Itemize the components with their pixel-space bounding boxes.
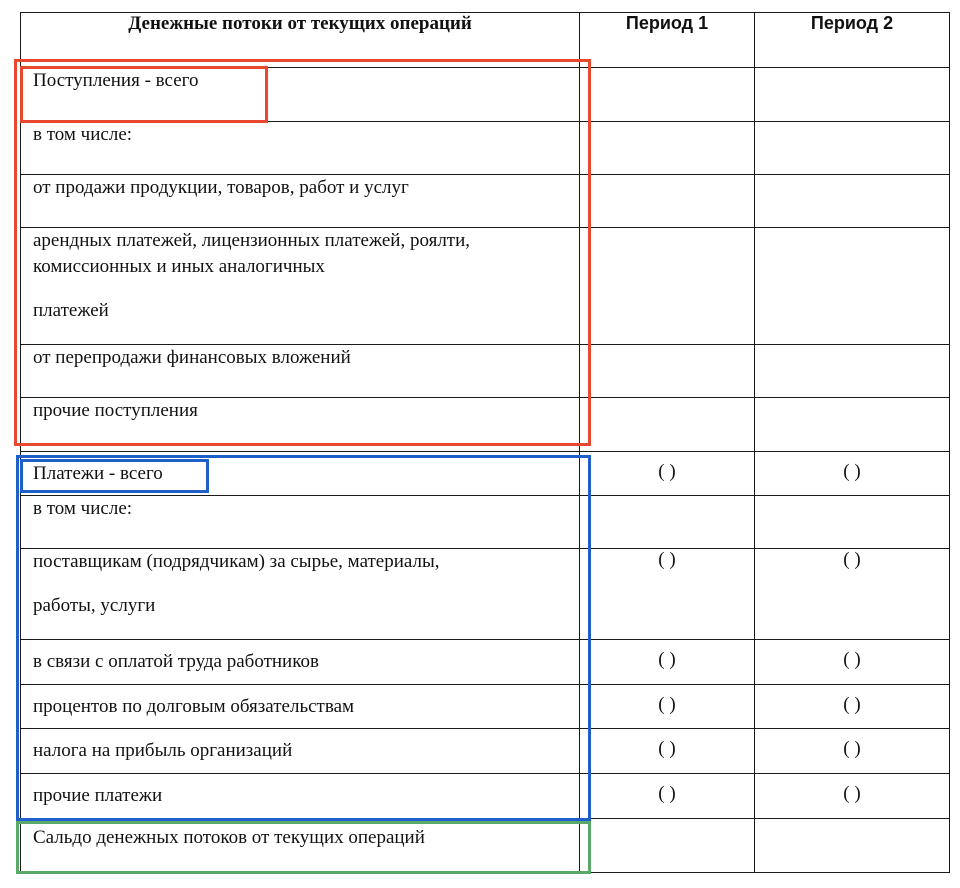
table-row bbox=[21, 496, 950, 549]
cell-empty bbox=[755, 228, 950, 345]
cell-paren: ( ) bbox=[580, 452, 755, 496]
cell-empty bbox=[580, 68, 755, 122]
table-row bbox=[21, 175, 950, 228]
row-payments-labor: в связи с оплатой труда работников bbox=[21, 640, 580, 685]
cell-paren: ( ) bbox=[755, 685, 950, 729]
cell-paren: ( ) bbox=[755, 640, 950, 685]
row-payments-tax: налога на прибыль организаций bbox=[21, 729, 580, 774]
row-payments-including: в том числе: bbox=[21, 496, 580, 549]
cell-empty bbox=[580, 398, 755, 452]
cell-empty bbox=[755, 496, 950, 549]
cell-paren: ( ) bbox=[580, 729, 755, 774]
row-balance: Сальдо денежных потоков от текущих операций bbox=[21, 819, 580, 873]
row-receipts-including: в том числе: bbox=[21, 122, 580, 175]
row-receipts-rent bbox=[21, 228, 580, 345]
table-row bbox=[21, 640, 950, 685]
cell-empty bbox=[580, 228, 755, 345]
cell-empty bbox=[755, 398, 950, 452]
row-payments-total: Платежи - всего bbox=[21, 452, 580, 496]
cell-paren: ( ) bbox=[755, 729, 950, 774]
table-row bbox=[21, 729, 950, 774]
cell-empty bbox=[580, 819, 755, 873]
row-payments-suppliers-line1: поставщикам (подрядчикам) за сырье, материалы, bbox=[33, 551, 440, 572]
header-period-2: Период 2 bbox=[755, 13, 950, 68]
cell-empty bbox=[580, 122, 755, 175]
table-row bbox=[21, 774, 950, 819]
table-row bbox=[21, 685, 950, 729]
cell-empty bbox=[580, 175, 755, 228]
table-row bbox=[21, 819, 950, 873]
row-receipts-total: Поступления - всего bbox=[21, 68, 580, 122]
cell-paren: ( ) bbox=[755, 549, 950, 640]
cell-empty bbox=[755, 345, 950, 398]
table-row bbox=[21, 398, 950, 452]
row-receipts-rent-line3: платежей bbox=[33, 300, 109, 321]
cell-empty bbox=[580, 345, 755, 398]
row-payments-suppliers-line2: работы, услуги bbox=[33, 595, 156, 616]
row-receipts-resale: от перепродажи финансовых вложений bbox=[21, 345, 580, 398]
row-receipts-other: прочие поступления bbox=[21, 398, 580, 452]
table-row bbox=[21, 452, 950, 496]
cell-paren: ( ) bbox=[580, 774, 755, 819]
table-row bbox=[21, 228, 950, 345]
table-row bbox=[21, 549, 950, 640]
row-receipts-sales: от продажи продукции, товаров, работ и услуг bbox=[21, 175, 580, 228]
cell-empty bbox=[755, 68, 950, 122]
cell-paren: ( ) bbox=[580, 549, 755, 640]
cell-empty bbox=[755, 122, 950, 175]
table-row bbox=[21, 68, 950, 122]
row-payments-interest: процентов по долговым обязательствам bbox=[21, 685, 580, 729]
header-title: Денежные потоки от текущих операций bbox=[21, 13, 580, 68]
cell-empty bbox=[580, 496, 755, 549]
cell-empty bbox=[755, 819, 950, 873]
row-payments-suppliers bbox=[21, 549, 580, 640]
table-row bbox=[21, 122, 950, 175]
table-row bbox=[21, 345, 950, 398]
cell-paren: ( ) bbox=[755, 774, 950, 819]
cell-paren: ( ) bbox=[755, 452, 950, 496]
row-receipts-rent-line1: арендных платежей, лицензионных платежей, роялти, bbox=[33, 230, 471, 251]
cell-paren: ( ) bbox=[580, 685, 755, 729]
table-header-row bbox=[21, 13, 950, 68]
cell-empty bbox=[755, 175, 950, 228]
row-receipts-rent-line2: комиссионных и иных аналогичных bbox=[33, 256, 325, 277]
cell-paren: ( ) bbox=[580, 640, 755, 685]
row-payments-other: прочие платежи bbox=[21, 774, 580, 819]
header-period-1: Период 1 bbox=[580, 13, 755, 68]
cash-flow-table bbox=[20, 12, 950, 873]
